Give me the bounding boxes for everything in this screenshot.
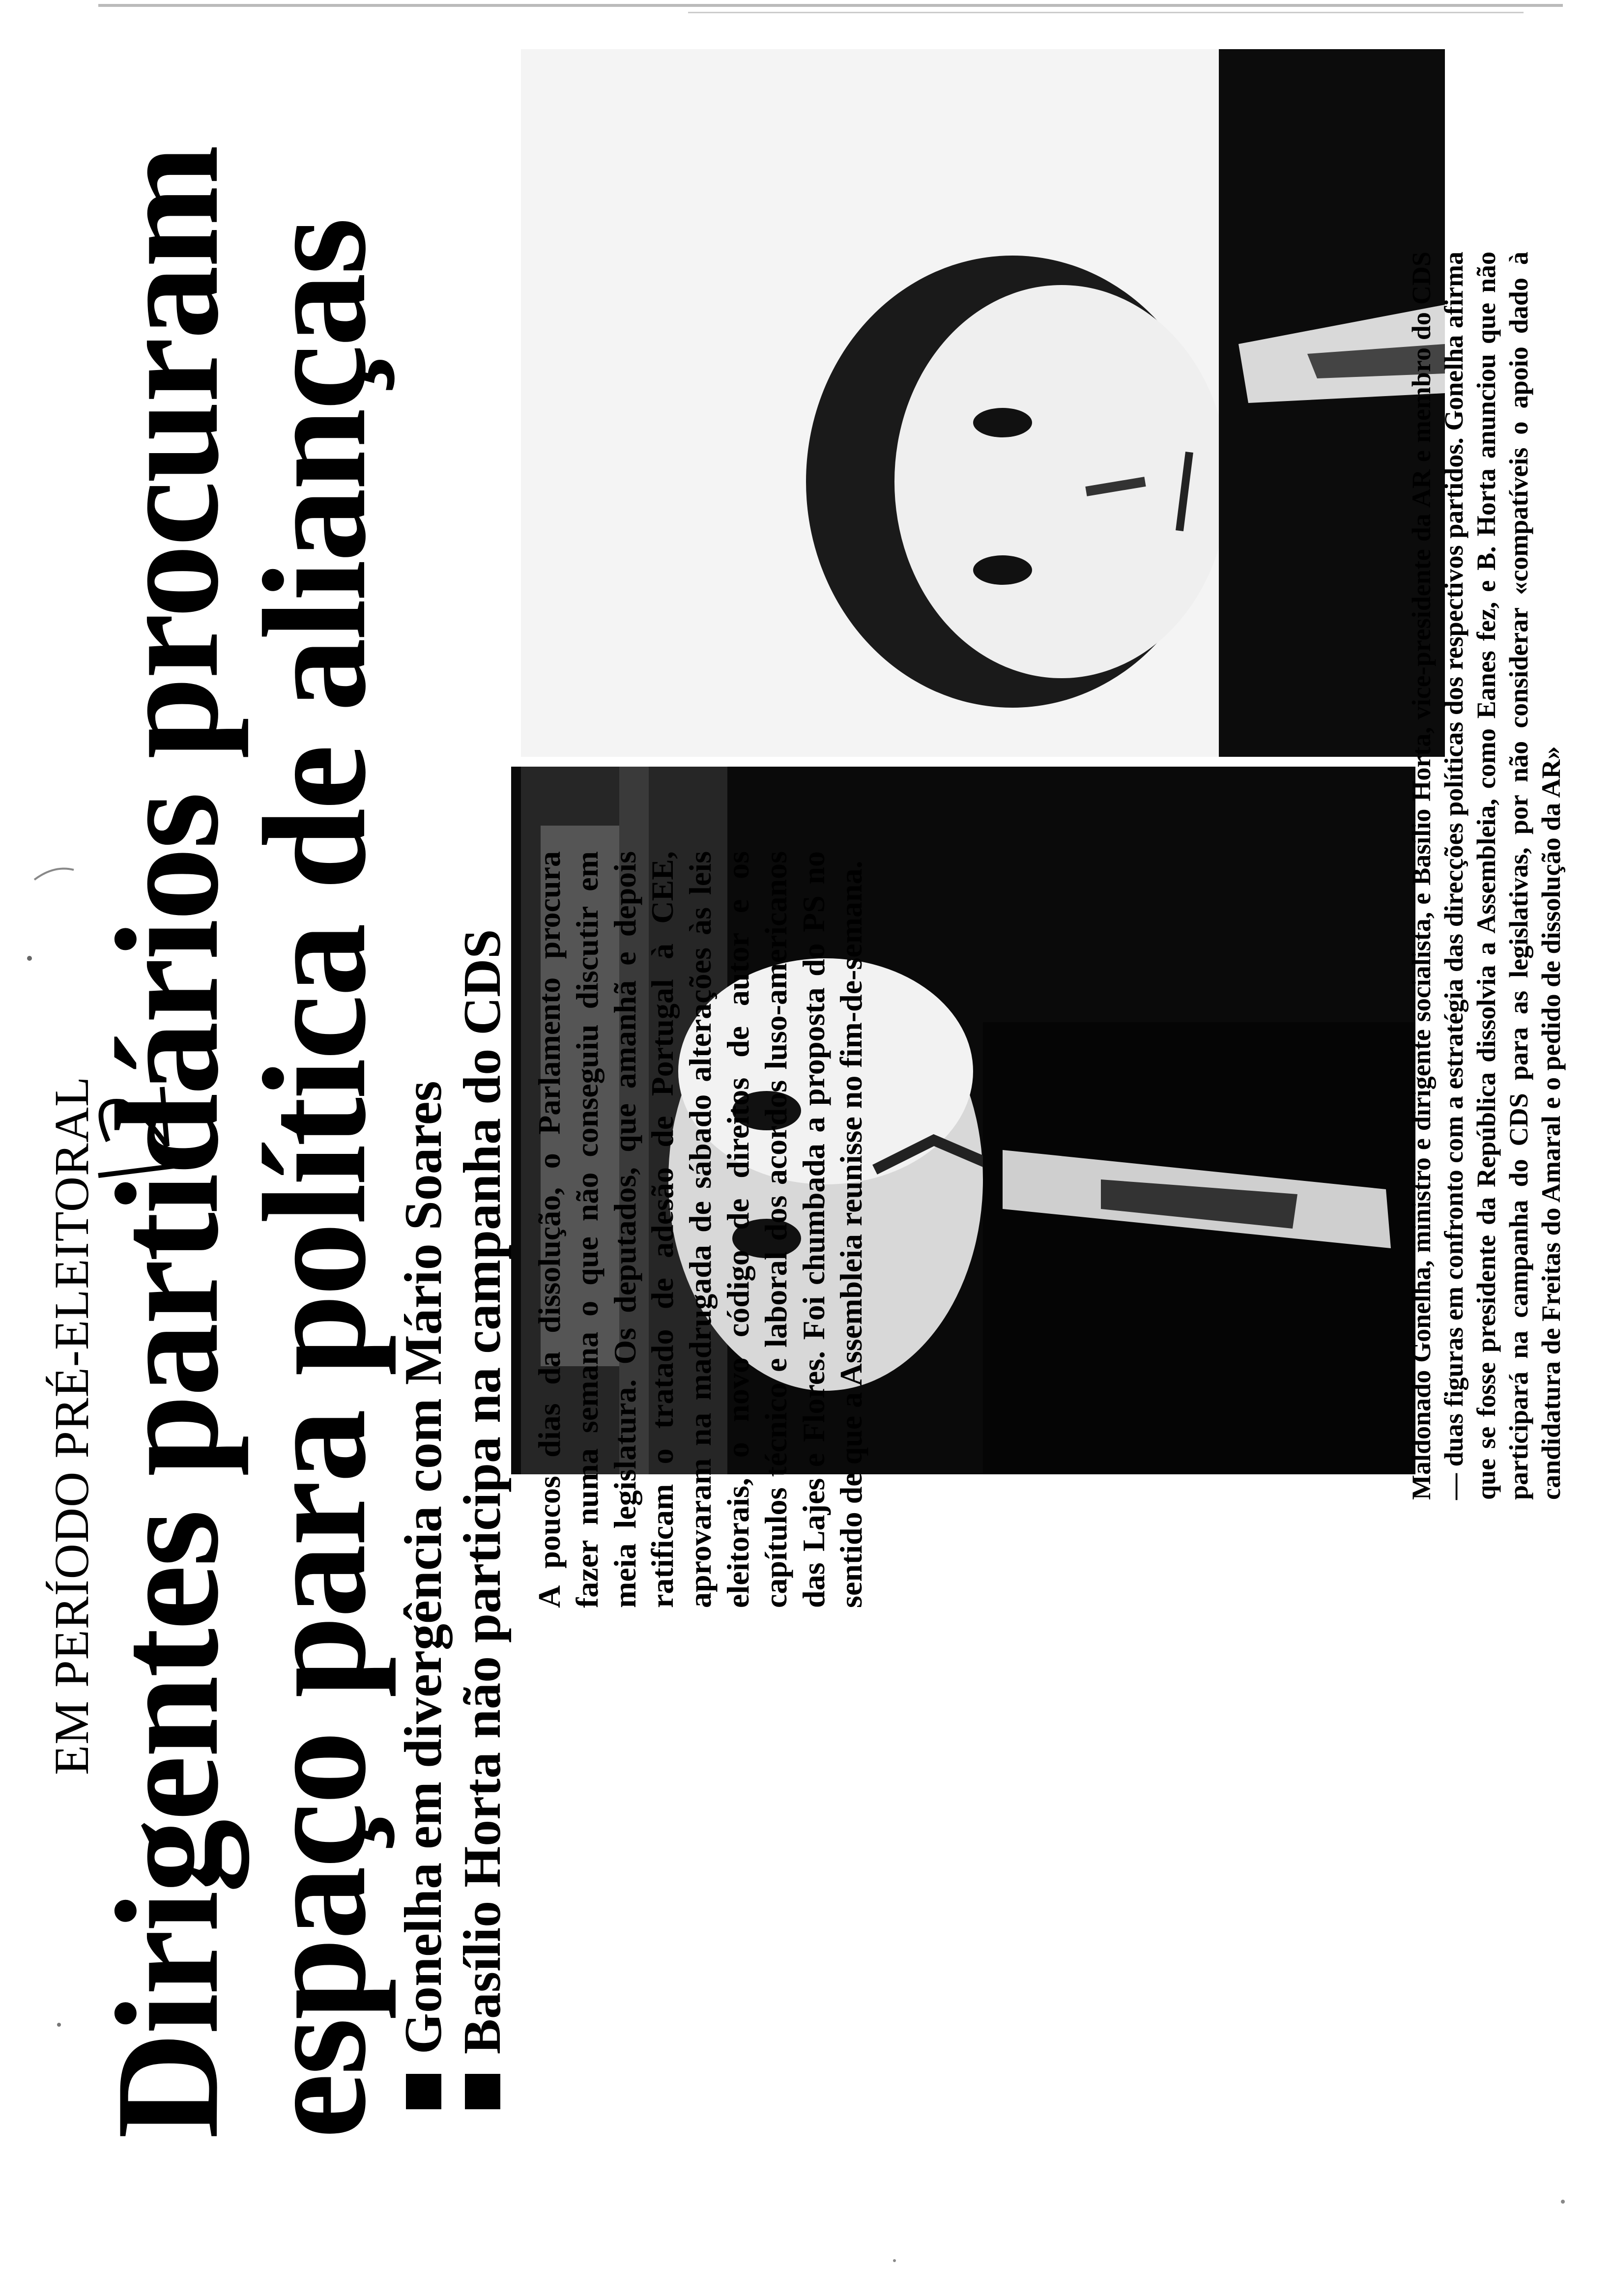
subhead-1-text: Gonelha em divergência com Mário Soares [394,1081,453,2054]
subhead-2-text: Basílio Horta não participa na campanha do CDS [453,929,512,2054]
handwritten-note [79,1067,187,1195]
bullet-square [406,2074,441,2109]
bullet-square [465,2074,500,2109]
subhead-2 [452,929,513,2109]
kicker: EM PERÍODO PRÉ-ELEITORAL [44,1076,99,1775]
headline-line-2: espaço para política de alianças [233,219,396,2139]
headline-line-1: Dirigentes partidários procuram [86,146,249,2139]
subhead-1 [393,1081,454,2109]
lead-paragraph: A poucos dias da dissolução, o Parlamento procura fazer numa semana o que não conseguiu discutir em meia legislatura. Os deputados, que amanhã e depois ratificam o tratado de adesão de Portugal à CEE, aprovaram na madrugada de sábado alterações às leis eleitorais, o novo código de direitos de autor e os capítulos técnico e laboral dos acordos luso-americanos das Lajes e Flores. Foi chumbada a proposta do PS no sentido de que a Assembleia reunisse no fim-de-semana. [532,851,869,1608]
photo-caption: Maldonado Gonelha, ministro e dirigente socialista, e Basílio Horta, vice-presidente da AR e membro do CDS — duas figuras em confronto com a estratégia das direcções políticas dos respectivos partidos. Gonelha afirma que se fosse presidente da República dissolvia a Assembleia, como Eanes fez, e B. Horta anunciou que não participará na campanha do CDS para as legislativas, por não considerar «compatíveis o apoio dado à candidatura de Freitas do Amaral e o pedido de dissolução da AR» [1407,252,1566,1500]
